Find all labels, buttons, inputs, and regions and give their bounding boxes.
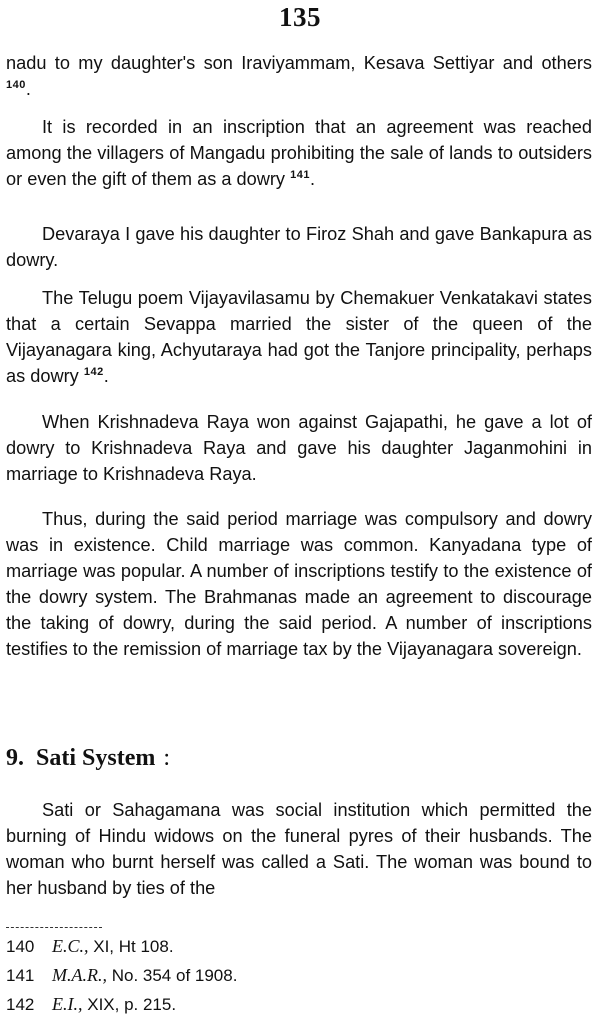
paragraph-tail: .: [309, 169, 316, 189]
section-colon: :: [163, 745, 171, 771]
paragraph-text: When Krishnadeva Raya won against Gajapathi, he gave a lot of dowry to Krishnadeva Raya and gave his daughter Jaganmohini in marriage to Krishnadeva Raya.: [6, 412, 592, 484]
paragraph-7: [6, 797, 592, 901]
footnote-source: M.A.R.,: [52, 965, 107, 985]
footnote-detail: XIX, p. 215.: [87, 995, 177, 1014]
footnote-ref-141: 141: [290, 169, 310, 181]
paragraph-4: [6, 285, 592, 389]
page-number: 135: [279, 2, 321, 32]
paragraph-text: nadu to my daughter's son Iraviyammam, Kesava Settiyar and others: [6, 53, 592, 73]
paragraph-6: [6, 506, 592, 662]
paragraph-5: [6, 409, 592, 487]
footnote-141: [6, 961, 586, 990]
footnote-140: [6, 932, 586, 961]
paragraph-tail: .: [103, 366, 109, 386]
section-heading: [6, 745, 170, 772]
footnote-detail: XI, Ht 108.: [93, 937, 174, 956]
paragraph-text: Devaraya I gave his daughter to Firoz Shah and gave Bankapura as dowry.: [6, 224, 592, 270]
paragraph-text: It is recorded in an inscription that an agreement was reached among the villagers of Mangadu prohibiting the sale of lands to outsiders or even the gift of them as a dowry: [6, 117, 592, 189]
paragraph-2: [6, 114, 592, 192]
footnote-ref-142: 142: [83, 366, 104, 378]
footnote-detail: No. 354 of 1908.: [111, 966, 238, 985]
paragraph-1: [6, 50, 592, 102]
paragraph-tail: .: [25, 79, 31, 99]
footnote-number: 142: [6, 995, 35, 1014]
paragraph-3: [6, 221, 592, 273]
paragraph-text: Sati or Sahagamana was social institution which permitted the burning of Hindu widows on the funeral pyres of their husbands. The woman who burnt herself was called a Sati. The woman was bound to her husband by ties of the: [6, 800, 592, 898]
section-number: 9.: [6, 745, 24, 771]
paragraph-text: Thus, during the said period marriage was compulsory and dowry was in existence. Child marriage was common. Kanyadana type of marriage was popular. A number of inscriptions testify to the existence of the dowry system. The Brahmanas made an agreement to discourage the taking of dowry, during the said period. A number of inscriptions testifies to the remission of marriage tax by the Vijayanagara sovereign.: [6, 509, 592, 659]
paragraph-text: The Telugu poem Vijayavilasamu by Chemakuer Venkatakavi states that a certain Sevappa married the sister of the queen of the Vijayanagara king, Achyutaraya had got the Tanjore principality, perhaps as dowry: [6, 288, 592, 386]
footnote-number: 141: [6, 966, 35, 985]
section-title: Sati System: [36, 745, 156, 771]
footnote-ref-140: 140: [6, 79, 26, 91]
footnote-divider: [6, 927, 102, 928]
footnote-source: E.I.,: [52, 994, 83, 1014]
footnote-number: 140: [6, 937, 35, 956]
footnote-142: [6, 990, 586, 1019]
footnote-source: E.C.,: [52, 936, 89, 956]
footnotes: [6, 932, 586, 1019]
